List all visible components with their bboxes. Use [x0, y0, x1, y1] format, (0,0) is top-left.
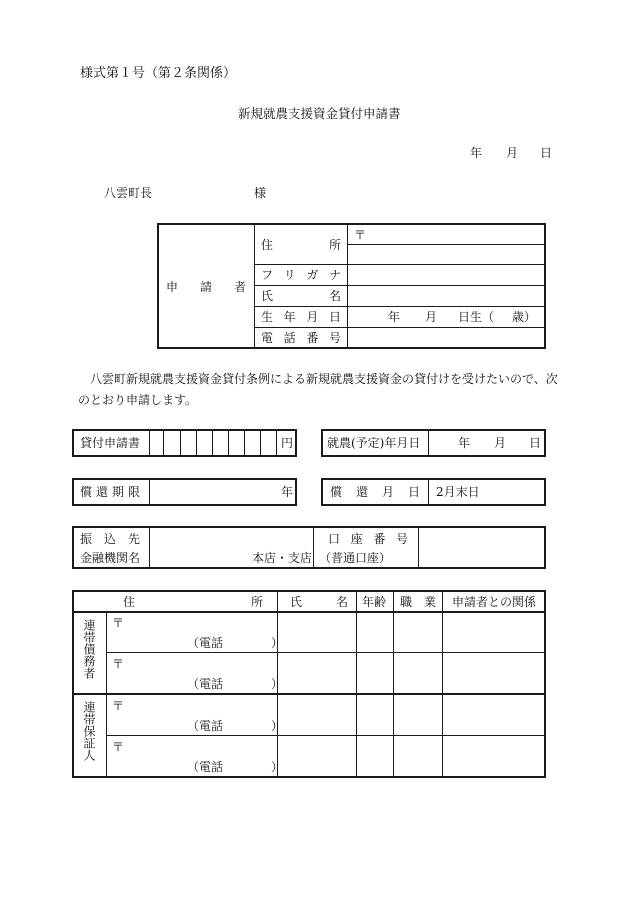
document-title: 新規就農支援資金貸付申請書	[238, 106, 401, 121]
institution-field[interactable]	[152, 530, 247, 565]
row-phone-text: （電話 ）	[187, 760, 284, 774]
farming-start-label: 就農(予定)年月日	[327, 436, 421, 450]
row-relation-field[interactable]	[444, 697, 543, 733]
row-postal-mark: 〒	[112, 616, 125, 630]
row-age-field[interactable]	[358, 655, 391, 691]
row-address-field[interactable]	[126, 698, 266, 714]
row-job-field[interactable]	[395, 655, 440, 691]
header-name-2: 名	[336, 595, 349, 609]
loan-amount-digits[interactable]	[150, 431, 276, 455]
institution-label: 金融機関名	[80, 551, 141, 565]
account-number-field[interactable]	[421, 530, 541, 565]
birth-age: 歳）	[512, 310, 537, 324]
header-address-1: 住	[123, 595, 136, 609]
birth-year: 年	[388, 310, 401, 324]
row-name-field[interactable]	[279, 738, 354, 775]
header-job: 職 業	[400, 595, 437, 609]
header-age: 年齢	[362, 595, 387, 609]
row-relation-field[interactable]	[444, 614, 543, 650]
loan-amount-unit: 円	[281, 436, 294, 450]
row-address-field[interactable]	[126, 739, 266, 755]
applicant-section-label: 申 請 者	[166, 280, 246, 294]
row-postal-mark: 〒	[112, 740, 125, 754]
row-address-field[interactable]	[126, 656, 266, 672]
row-address-field[interactable]	[126, 615, 266, 631]
repayment-date-label: 償 還 月 日	[330, 485, 420, 499]
furigana-field[interactable]	[350, 268, 540, 282]
start-day: 日	[529, 436, 542, 450]
repayment-term-field[interactable]	[152, 482, 272, 500]
row-phone-text: （電話 ）	[187, 677, 284, 691]
header-address-2: 所	[251, 595, 264, 609]
name-label: 氏 名	[261, 289, 341, 303]
name-field[interactable]	[350, 289, 540, 303]
address-field[interactable]	[350, 247, 540, 261]
start-month: 月	[494, 436, 507, 450]
row-age-field[interactable]	[358, 614, 391, 650]
furigana-label: フ リ ガ ナ	[261, 268, 341, 282]
date-month: 月	[506, 146, 519, 160]
honorific: 様	[254, 186, 267, 200]
statement-line-2: のとおり申請します。	[78, 393, 198, 407]
form-number: 様式第１号（第２条関係）	[80, 66, 237, 81]
row-name-field[interactable]	[279, 697, 354, 733]
address-label: 住 所	[261, 238, 341, 252]
header-relation: 申請者との関係	[452, 595, 537, 609]
repayment-date-value: 2月末日	[436, 485, 480, 499]
guarantor-label: 連帯保証人	[82, 701, 96, 761]
joint-debtor-label: 連帯債務者	[82, 619, 96, 679]
row-job-field[interactable]	[395, 697, 440, 733]
row-job-field[interactable]	[395, 614, 440, 650]
statement-line-1: 八雲町新規就農支援資金貸付条例による新規就農支援資金の貸付けを受けたいので、次	[90, 372, 558, 386]
loan-amount-label: 貸付申請書	[80, 436, 141, 450]
phone-label: 電 話 番 号	[261, 331, 341, 345]
header-name-1: 氏	[290, 595, 303, 609]
row-job-field[interactable]	[395, 738, 440, 775]
phone-field[interactable]	[350, 331, 540, 345]
row-name-field[interactable]	[279, 655, 354, 691]
account-number-label: 口 座 番 号	[328, 532, 408, 546]
repayment-term-unit: 年	[281, 485, 294, 499]
row-relation-field[interactable]	[444, 655, 543, 691]
addressee: 八雲町長	[104, 186, 153, 200]
date-day: 日	[540, 146, 553, 160]
row-relation-field[interactable]	[444, 738, 543, 775]
transfer-label: 振 込 先	[80, 532, 140, 546]
row-age-field[interactable]	[358, 697, 391, 733]
postal-mark: 〒	[354, 228, 367, 242]
row-phone-text: （電話 ）	[187, 719, 284, 733]
date-year: 年	[470, 146, 483, 160]
row-postal-mark: 〒	[112, 699, 125, 713]
repayment-term-label: 償 還 期 限	[80, 485, 140, 499]
birth-day-open: 日生（	[458, 310, 495, 324]
row-postal-mark: 〒	[112, 657, 125, 671]
row-phone-text: （電話 ）	[187, 636, 284, 650]
birth-month: 月	[425, 310, 438, 324]
account-type: （普通口座）	[319, 551, 392, 565]
start-year: 年	[458, 436, 471, 450]
row-age-field[interactable]	[358, 738, 391, 775]
row-name-field[interactable]	[279, 614, 354, 650]
birth-label: 生 年 月 日	[261, 310, 341, 324]
branch-text: 本店・支店	[252, 551, 313, 565]
